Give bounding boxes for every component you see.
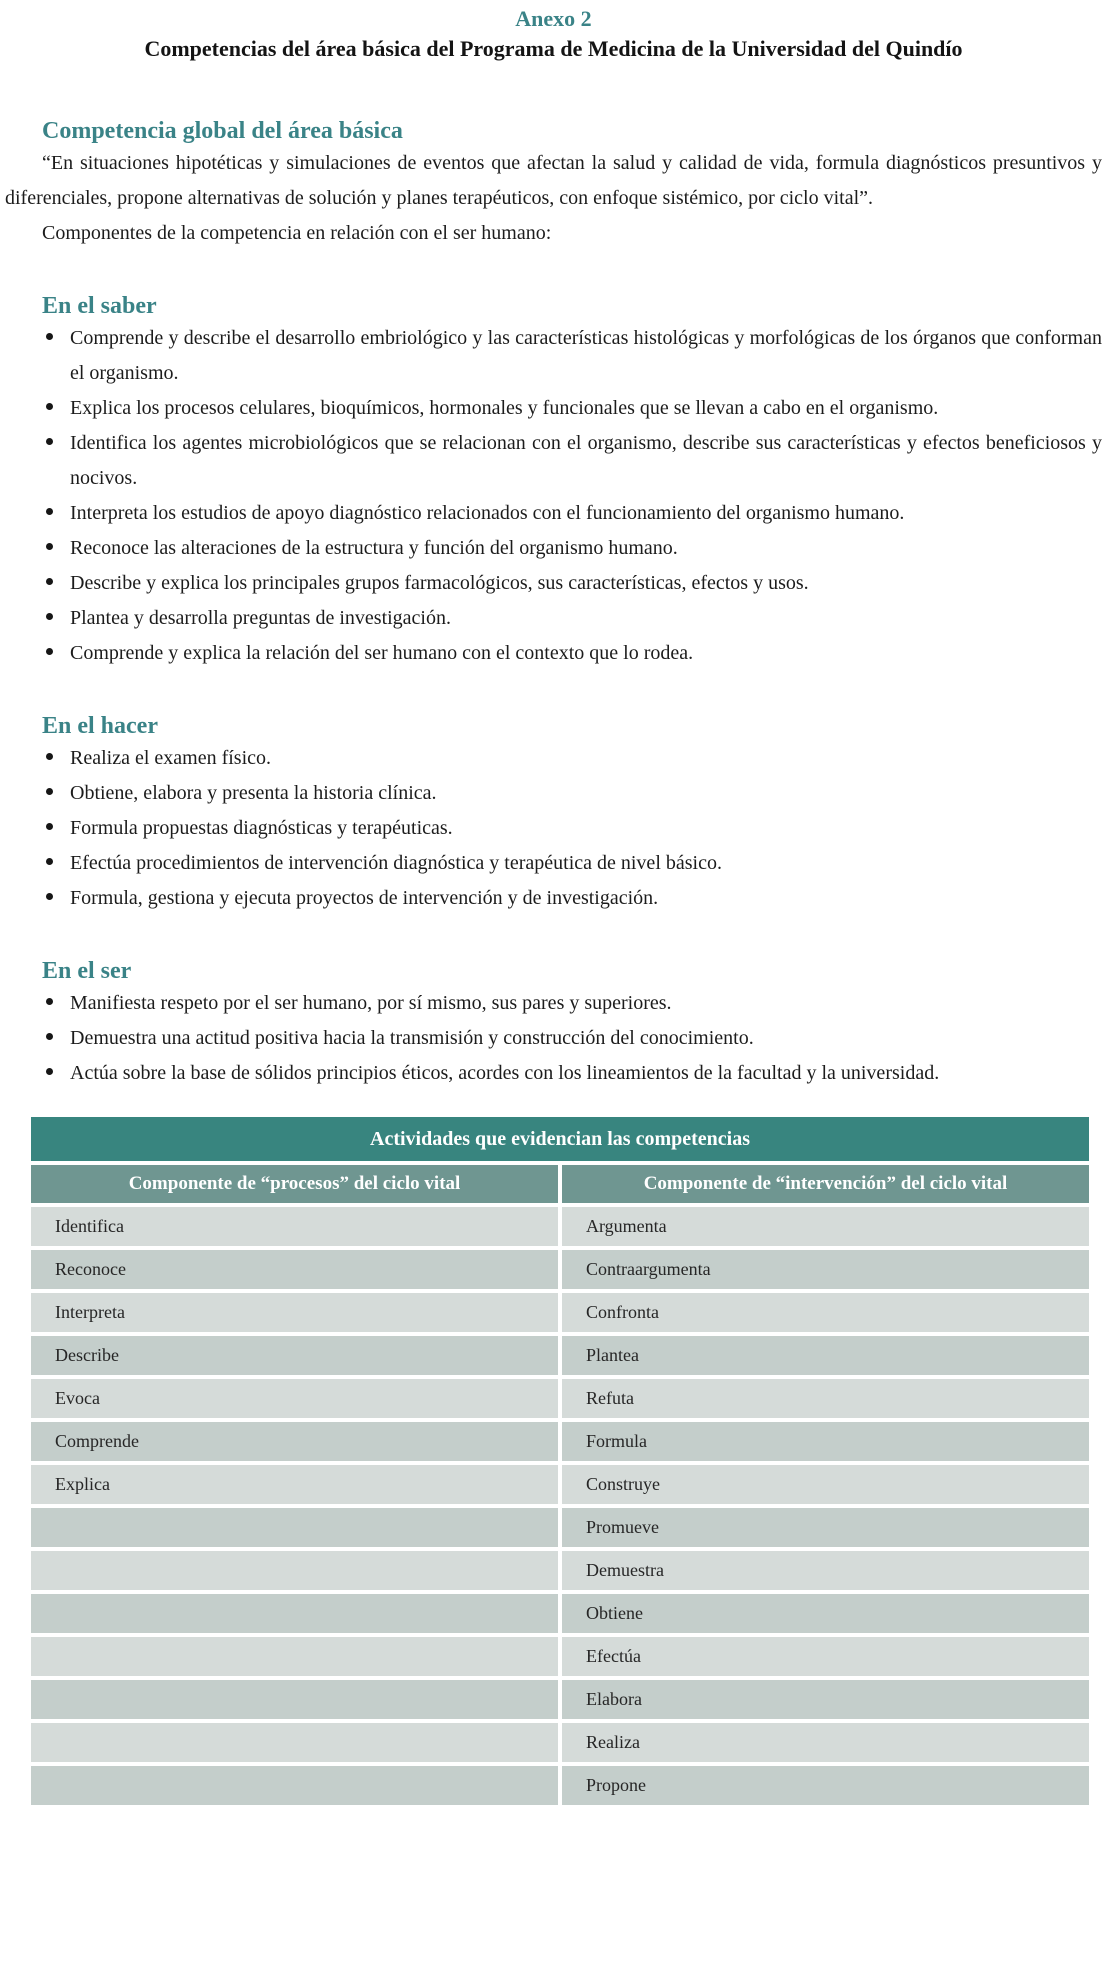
bullet-item: Realiza el examen físico. — [70, 741, 1102, 776]
bullet-item: Demuestra una actitud positiva hacia la transmisión y construcción del conocimiento. — [70, 1021, 1102, 1056]
table-cell: Identifica — [31, 1207, 558, 1246]
table-cell: Describe — [31, 1336, 558, 1375]
section-en-el-saber — [5, 291, 1102, 671]
table-row — [31, 1723, 1089, 1762]
bullet-item: Formula, gestiona y ejecuta proyectos de intervención y de investigación. — [70, 881, 1102, 916]
table-cell — [31, 1637, 558, 1676]
table-title: Actividades que evidencian las competencias — [31, 1117, 1089, 1161]
table-row — [31, 1637, 1089, 1676]
document-page — [5, 6, 1102, 1809]
bullet-item: Plantea y desarrolla preguntas de investigación. — [70, 601, 1102, 636]
table-cell — [31, 1594, 558, 1633]
section-heading-en-el-hacer: En el hacer — [42, 713, 158, 739]
table-cell: Plantea — [562, 1336, 1089, 1375]
column-header-intervencion: Componente de “intervención” del ciclo vital — [562, 1165, 1089, 1203]
hacer-bullet-list — [5, 741, 1102, 916]
bullet-item: Actúa sobre la base de sólidos principios éticos, acordes con los lineamientos de la facultad y la universidad. — [70, 1056, 1102, 1091]
section-heading-en-el-saber: En el saber — [42, 293, 157, 319]
table-cell: Efectúa — [562, 1637, 1089, 1676]
global-competence-paragraph: “En situaciones hipotéticas y simulaciones de eventos que afectan la salud y calidad de vida, formula diagnósticos presuntivos y diferenciales, propone alternativas de solución y planes terapéuticos, con enfoque sistémico, por ciclo vital”. — [5, 152, 1102, 209]
bullet-item: Comprende y explica la relación del ser humano con el contexto que lo rodea. — [70, 636, 1102, 671]
table-cell: Elabora — [562, 1680, 1089, 1719]
bullet-item: Manifiesta respeto por el ser humano, por sí mismo, sus pares y superiores. — [70, 986, 1102, 1021]
section-heading-competencia-global: Competencia global del área básica — [42, 118, 403, 144]
section-en-el-ser — [5, 956, 1102, 1091]
bullet-item: Describe y explica los principales grupos farmacológicos, sus características, efectos y usos. — [70, 566, 1102, 601]
table-column-header-row — [31, 1165, 1089, 1203]
table-row — [31, 1766, 1089, 1805]
components-intro-paragraph: Componentes de la competencia en relación con el ser humano: — [42, 222, 552, 244]
saber-bullet-list — [5, 321, 1102, 671]
table-cell — [31, 1551, 558, 1590]
table-cell: Explica — [31, 1465, 558, 1504]
table-cell — [31, 1723, 558, 1762]
table-cell: Construye — [562, 1465, 1089, 1504]
ser-bullet-list — [5, 986, 1102, 1091]
bullet-item: Obtiene, elabora y presenta la historia clínica. — [70, 776, 1102, 811]
table-cell: Promueve — [562, 1508, 1089, 1547]
table-row — [31, 1465, 1089, 1504]
table-cell: Comprende — [31, 1422, 558, 1461]
bullet-item: Formula propuestas diagnósticas y terapéuticas. — [70, 811, 1102, 846]
bullet-item: Reconoce las alteraciones de la estructura y función del organismo humano. — [70, 531, 1102, 566]
table-cell: Obtiene — [562, 1594, 1089, 1633]
activities-table — [27, 1113, 1093, 1809]
table-cell: Reconoce — [31, 1250, 558, 1289]
table-cell: Demuestra — [562, 1551, 1089, 1590]
activities-table-body — [31, 1207, 1089, 1805]
bullet-item: Identifica los agentes microbiológicos que se relacionan con el organismo, describe sus características y efectos beneficiosos y nocivos. — [70, 426, 1102, 496]
table-row — [31, 1508, 1089, 1547]
bullet-item: Efectúa procedimientos de intervención diagnóstica y terapéutica de nivel básico. — [70, 846, 1102, 881]
table-row — [31, 1207, 1089, 1246]
table-cell: Propone — [562, 1766, 1089, 1805]
document-header — [5, 6, 1102, 62]
table-row — [31, 1250, 1089, 1289]
table-row — [31, 1422, 1089, 1461]
table-row — [31, 1379, 1089, 1418]
table-cell: Argumenta — [562, 1207, 1089, 1246]
table-row — [31, 1680, 1089, 1719]
table-cell: Formula — [562, 1422, 1089, 1461]
section-heading-en-el-ser: En el ser — [42, 958, 132, 984]
table-cell: Interpreta — [31, 1293, 558, 1332]
table-row — [31, 1551, 1089, 1590]
table-cell: Confronta — [562, 1293, 1089, 1332]
table-cell — [31, 1680, 558, 1719]
table-row — [31, 1336, 1089, 1375]
page-title: Competencias del área básica del Programa de Medicina de la Universidad del Quindío — [144, 36, 963, 61]
table-row — [31, 1293, 1089, 1332]
bullet-item: Interpreta los estudios de apoyo diagnóstico relacionados con el funcionamiento del organismo humano. — [70, 496, 1102, 531]
table-cell: Refuta — [562, 1379, 1089, 1418]
table-cell — [31, 1508, 558, 1547]
section-en-el-hacer — [5, 711, 1102, 916]
table-cell: Contraargumenta — [562, 1250, 1089, 1289]
column-header-procesos: Componente de “procesos” del ciclo vital — [31, 1165, 558, 1203]
table-cell — [31, 1766, 558, 1805]
table-row — [31, 1594, 1089, 1633]
activities-table-head — [31, 1117, 1089, 1203]
table-cell: Evoca — [31, 1379, 558, 1418]
annex-label: Anexo 2 — [515, 6, 592, 31]
section-competencia-global — [5, 116, 1102, 251]
table-title-row — [31, 1117, 1089, 1161]
table-cell: Realiza — [562, 1723, 1089, 1762]
bullet-item: Comprende y describe el desarrollo embriológico y las características histológicas y morfológicas de los órganos que conforman el organismo. — [70, 321, 1102, 391]
bullet-item: Explica los procesos celulares, bioquímicos, hormonales y funcionales que se llevan a cabo en el organismo. — [70, 391, 1102, 426]
